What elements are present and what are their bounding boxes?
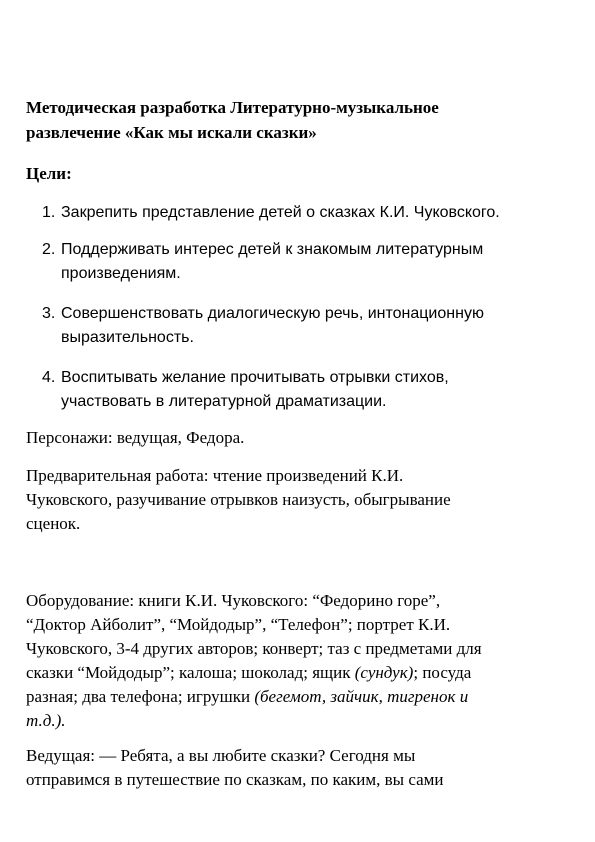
list-item-number: 3. <box>42 305 56 322</box>
equipment-italic-text: (бегемот, зайчик, тигренок и <box>254 687 469 706</box>
equipment-line-5 <box>26 687 468 707</box>
equipment-line-1: Оборудование: книги К.И. Чуковского: “Федорино горе”, <box>26 591 441 610</box>
characters-paragraph: Персонажи: ведущая, Федора. <box>26 428 245 447</box>
equipment-italic-text: (сундук) <box>354 663 414 682</box>
prep-line-1: Предварительная работа: чтение произведений К.И. <box>26 466 404 485</box>
list-item-text: произведениям. <box>61 265 181 282</box>
list-item-text: Совершенствовать диалогическую речь, интонационную <box>61 305 484 322</box>
equipment-line-4 <box>26 663 471 683</box>
prep-line-2: Чуковского, разучивание отрывков наизусть, обыгрывание <box>26 490 451 509</box>
equipment-line-3: Чуковского, 3-4 других авторов; конверт; таз с предметами для <box>26 639 482 658</box>
equipment-line-6: т.д.). <box>26 711 66 730</box>
prep-line-3: сценок. <box>26 514 81 533</box>
list-item-text: Воспитывать желание прочитывать отрывки стихов, <box>61 369 449 386</box>
host-line-2: отправимся в путешествие по сказкам, по каким, вы сами <box>26 770 444 789</box>
goals-heading: Цели: <box>26 164 72 183</box>
equipment-text: сказки “Мойдодыр”; калоша; шоколад; ящик <box>26 663 355 682</box>
host-line-1: Ведущая: — Ребята, а вы любите сказки? Сегодня мы <box>26 746 416 765</box>
list-item-number: 2. <box>42 241 56 258</box>
list-item-text: выразительность. <box>61 329 194 346</box>
list-item-number: 1. <box>42 204 56 221</box>
doc-title-line-1: Методическая разработка Литературно-музыкальное <box>26 98 439 117</box>
list-item-number: 4. <box>42 369 56 386</box>
list-item-text: Поддерживать интерес детей к знакомым литературным <box>61 241 484 258</box>
equipment-line-2: “Доктор Айболит”, “Мойдодыр”, “Телефон”; портрет К.И. <box>26 615 451 634</box>
list-item-text: Закрепить представление детей о сказках К.И. Чуковского. <box>61 204 500 221</box>
equipment-text: разная; два телефона; игрушки <box>26 687 255 706</box>
equipment-text: ; посуда <box>413 663 472 682</box>
doc-title-line-2: развлечение «Как мы искали сказки» <box>26 123 317 142</box>
list-item-text: участвовать в литературной драматизации. <box>61 393 387 410</box>
